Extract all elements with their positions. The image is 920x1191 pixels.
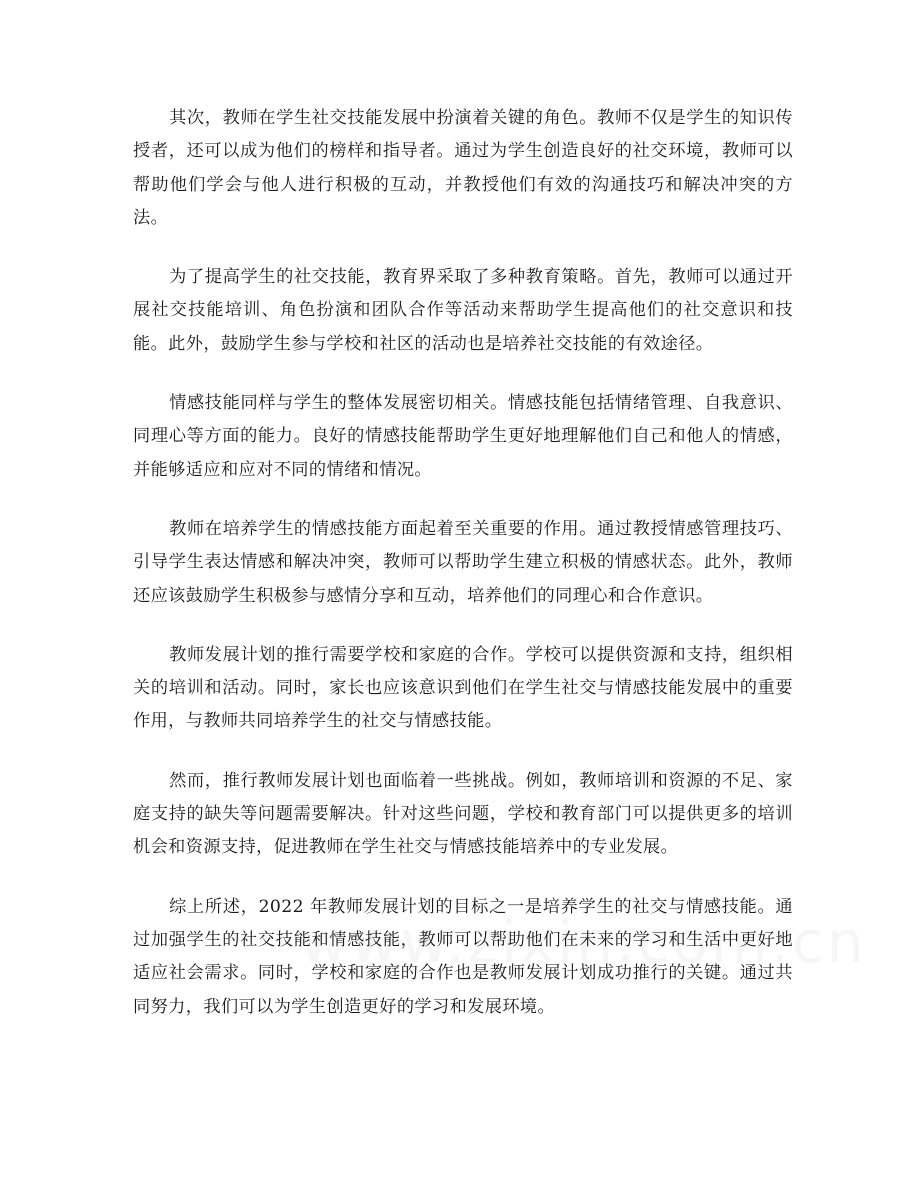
paragraph: 教师在培养学生的情感技能方面起着至关重要的作用。通过教授情感管理技巧、引导学生表达情感和解决冲突，教师可以帮助学生建立积极的情感状态。此外，教师还应该鼓励学生积极参与感情分享和互动，培养他们的同理心和合作意识。 <box>133 518 793 606</box>
paragraph: 综上所述，2022 年教师发展计划的目标之一是培养学生的社交与情感技能。通过加强学生的社交技能和情感技能，教师可以帮助他们在未来的学习和生活中更好地适应社会需求。同时，学校和家庭的合作也是教师发展计划成功推行的关键。通过共同努力，我们可以为学生创造更好的学习和发展环境。 <box>133 896 793 1017</box>
paragraph: 教师发展计划的推行需要学校和家庭的合作。学校可以提供资源和支持，组织相关的培训和活动。同时，家长也应该意识到他们在学生社交与情感技能发展中的重要作用，与教师共同培养学生的社交与情感技能。 <box>133 644 793 732</box>
paragraph: 为了提高学生的社交技能，教育界采取了多种教育策略。首先，教师可以通过开展社交技能培训、角色扮演和团队合作等活动来帮助学生提高他们的社交意识和技能。此外，鼓励学生参与学校和社区的活动也是培养社交技能的有效途径。 <box>133 267 793 354</box>
paragraph: 然而，推行教师发展计划也面临着一些挑战。例如，教师培训和资源的不足、家庭支持的缺失等问题需要解决。针对这些问题，学校和教育部门可以提供更多的培训机会和资源支持，促进教师在学生社交与情感技能培养中的专业发展。 <box>133 770 793 858</box>
paragraph: 情感技能同样与学生的整体发展密切相关。情感技能包括情绪管理、自我意识、同理心等方面的能力。良好的情感技能帮助学生更好地理解他们自己和他人的情感，并能够适应和应对不同的情绪和情况。 <box>133 393 793 480</box>
paragraph: 其次，教师在学生社交技能发展中扮演着关键的角色。教师不仅是学生的知识传授者，还可以成为他们的榜样和指导者。通过为学生创造良好的社交环境，教师可以帮助他们学会与他人进行积极的互动，并教授他们有效的沟通技巧和解决冲突的方法。 <box>133 108 793 228</box>
document-body <box>133 102 793 1050</box>
